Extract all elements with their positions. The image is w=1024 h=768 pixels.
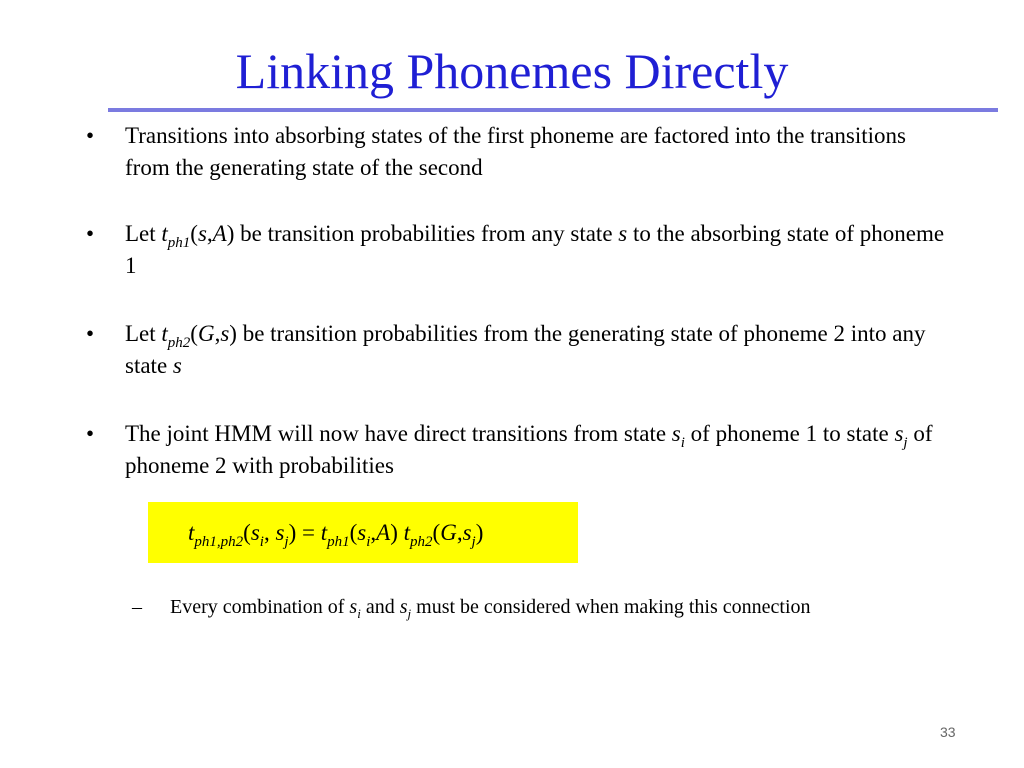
dash-icon: –: [132, 596, 142, 618]
bullet-icon: •: [86, 321, 95, 346]
sub-bullet-text: Every combination of $s_i$ and $s_j$ must be considered when making this connection: [170, 596, 811, 621]
page-number: 33: [940, 724, 956, 740]
title-underline: [108, 108, 998, 112]
formula-highlight: [148, 502, 578, 563]
bullet-text: Let $t_{ph1}(s,A)$ be transition probabilities from any state s to the absorbing state of phoneme 1: [125, 221, 945, 278]
bullet-text: Transitions into absorbing states of the first phoneme are factored into the transitions from the generating state of the second: [125, 123, 907, 180]
bullet-text: Let $t_{ph2}(G,s)$ be transition probabilities from the generating state of phoneme 2 into any state s: [125, 321, 926, 378]
formula-text: $t_{ph1,ph2}(s_i$, $s_j) = t_{ph1}(s_i,A)$ $t_{ph2}(G,s_j)$: [188, 520, 484, 550]
bullet-icon: •: [86, 123, 95, 148]
bullet-icon: •: [86, 421, 95, 446]
bullet-icon: •: [86, 221, 95, 246]
bullet-text: The joint HMM will now have direct transitions from state $s_i$ of phoneme 1 to state $s_j$ of phoneme 2 with probabilities: [125, 421, 933, 478]
slide-title: Linking Phonemes Directly: [235, 43, 789, 99]
